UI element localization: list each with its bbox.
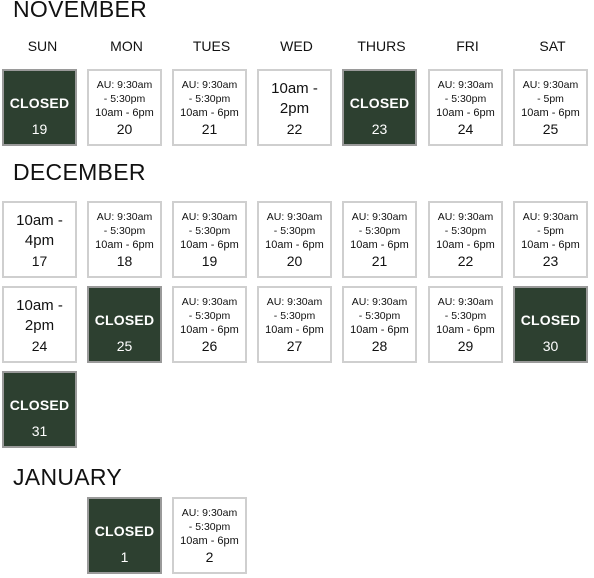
au-hours-line-2: - 5:30pm (273, 309, 316, 322)
store-hours-line: 10am - 6pm (180, 534, 239, 547)
au-hours-line-1: AU: 9:30am (351, 295, 408, 308)
store-hours-line: 10am - 6pm (521, 106, 580, 119)
hours-line-1: 10am - (16, 212, 63, 229)
au-hours-line-2: - 5:30pm (444, 224, 487, 237)
day-cell (172, 286, 247, 363)
au-hours-line-1: AU: 9:30am (181, 295, 238, 308)
day-hours (4, 71, 75, 127)
day-hours (515, 288, 586, 344)
day-cell (257, 286, 332, 363)
store-hours-line: 10am - 6pm (521, 238, 580, 251)
day-number: 24 (457, 121, 474, 137)
au-hours-line-2: - 5pm (537, 92, 564, 105)
au-hours-line-2: - 5:30pm (103, 224, 146, 237)
closed-label: CLOSED (94, 523, 155, 539)
closed-label: CLOSED (94, 312, 155, 328)
day-number: 23 (542, 253, 559, 269)
au-hours-line-2: - 5:30pm (444, 92, 487, 105)
day-hours (259, 71, 330, 127)
au-hours-line-1: AU: 9:30am (437, 210, 494, 223)
au-hours-line-1: AU: 9:30am (437, 295, 494, 308)
day-number: 25 (116, 338, 133, 354)
weekday-header-tues: TUES (192, 38, 231, 54)
day-number: 31 (31, 423, 48, 439)
au-hours-line-1: AU: 9:30am (522, 210, 579, 223)
month-title-january: JANUARY (13, 464, 123, 490)
day-hours (174, 203, 245, 259)
closed-day-cell (342, 69, 417, 146)
day-cell (342, 201, 417, 278)
weekday-header-fri: FRI (456, 38, 479, 54)
day-cell (2, 286, 77, 363)
store-hours-line: 10am - 6pm (350, 323, 409, 336)
au-hours-line-1: AU: 9:30am (181, 506, 238, 519)
au-hours-line-2: - 5:30pm (273, 224, 316, 237)
hours-line-2: 4pm (24, 232, 55, 249)
day-hours (174, 288, 245, 344)
au-hours-line-2: - 5:30pm (444, 309, 487, 322)
day-cell (513, 69, 588, 146)
day-cell (87, 69, 162, 146)
au-hours-line-1: AU: 9:30am (96, 210, 153, 223)
day-hours (515, 203, 586, 259)
day-hours (259, 203, 330, 259)
au-hours-line-2: - 5pm (537, 224, 564, 237)
day-number: 18 (116, 253, 133, 269)
day-number: 30 (542, 338, 559, 354)
closed-day-cell (2, 371, 77, 448)
day-number: 20 (286, 253, 303, 269)
day-hours (259, 288, 330, 344)
store-hours-line: 10am - 6pm (265, 323, 324, 336)
day-cell (257, 201, 332, 278)
day-number: 22 (286, 121, 303, 137)
day-number: 28 (371, 338, 388, 354)
closed-label: CLOSED (9, 397, 70, 413)
day-hours (4, 373, 75, 429)
day-cell (257, 69, 332, 146)
au-hours-line-2: - 5:30pm (103, 92, 146, 105)
au-hours-line-1: AU: 9:30am (351, 210, 408, 223)
store-hours-line: 10am - 6pm (436, 106, 495, 119)
au-hours-line-2: - 5:30pm (358, 309, 401, 322)
closed-day-cell (87, 286, 162, 363)
day-cell (428, 286, 503, 363)
day-hours (4, 288, 75, 344)
store-hours-line: 10am - 6pm (436, 323, 495, 336)
au-hours-line-1: AU: 9:30am (96, 78, 153, 91)
month-title-november: NOVEMBER (13, 0, 148, 22)
day-hours (430, 203, 501, 259)
day-hours (89, 499, 160, 555)
store-hours-line: 10am - 6pm (265, 238, 324, 251)
day-number: 20 (116, 121, 133, 137)
day-number: 24 (31, 338, 48, 354)
weekday-header-thurs: THURS (357, 38, 406, 54)
day-number: 21 (201, 121, 218, 137)
au-hours-line-2: - 5:30pm (188, 520, 231, 533)
au-hours-line-1: AU: 9:30am (266, 295, 323, 308)
day-number: 1 (120, 549, 129, 565)
hours-line-2: 2pm (24, 317, 55, 334)
day-cell (172, 69, 247, 146)
weekday-header-sat: SAT (539, 38, 566, 54)
store-hours-line: 10am - 6pm (95, 238, 154, 251)
day-number: 22 (457, 253, 474, 269)
store-hours-line: 10am - 6pm (350, 238, 409, 251)
au-hours-line-2: - 5:30pm (188, 224, 231, 237)
day-number: 19 (31, 121, 48, 137)
day-cell (2, 201, 77, 278)
weekday-header-wed: WED (280, 38, 313, 54)
day-hours (89, 288, 160, 344)
au-hours-line-1: AU: 9:30am (266, 210, 323, 223)
au-hours-line-2: - 5:30pm (188, 309, 231, 322)
day-hours (430, 288, 501, 344)
day-cell (87, 201, 162, 278)
hours-line-2: 2pm (279, 100, 310, 117)
day-cell (513, 201, 588, 278)
day-number: 29 (457, 338, 474, 354)
au-hours-line-2: - 5:30pm (188, 92, 231, 105)
store-hours-line: 10am - 6pm (95, 106, 154, 119)
weekday-header-mon: MON (110, 38, 143, 54)
day-number: 26 (201, 338, 218, 354)
day-number: 2 (205, 549, 214, 565)
day-cell (172, 497, 247, 574)
store-hours-line: 10am - 6pm (180, 323, 239, 336)
day-cell (172, 201, 247, 278)
day-cell (428, 69, 503, 146)
month-title-december: DECEMBER (13, 159, 146, 185)
day-cell (342, 286, 417, 363)
day-hours (89, 203, 160, 259)
day-number: 21 (371, 253, 388, 269)
day-number: 25 (542, 121, 559, 137)
closed-day-cell (2, 69, 77, 146)
day-hours (344, 71, 415, 127)
au-hours-line-2: - 5:30pm (358, 224, 401, 237)
day-number: 17 (31, 253, 48, 269)
day-hours (89, 71, 160, 127)
weekday-header-sun: SUN (27, 38, 58, 54)
closed-label: CLOSED (9, 95, 70, 111)
store-hours-line: 10am - 6pm (180, 106, 239, 119)
au-hours-line-1: AU: 9:30am (181, 78, 238, 91)
closed-day-cell (87, 497, 162, 574)
day-hours (515, 71, 586, 127)
au-hours-line-1: AU: 9:30am (437, 78, 494, 91)
au-hours-line-1: AU: 9:30am (181, 210, 238, 223)
day-hours (174, 499, 245, 555)
day-number: 23 (371, 121, 388, 137)
hours-line-1: 10am - (16, 297, 63, 314)
day-number: 19 (201, 253, 218, 269)
closed-label: CLOSED (349, 95, 410, 111)
au-hours-line-1: AU: 9:30am (522, 78, 579, 91)
day-cell (428, 201, 503, 278)
day-number: 27 (286, 338, 303, 354)
day-hours (344, 288, 415, 344)
day-hours (4, 203, 75, 259)
closed-day-cell (513, 286, 588, 363)
day-hours (174, 71, 245, 127)
store-hours-line: 10am - 6pm (436, 238, 495, 251)
closed-label: CLOSED (520, 312, 581, 328)
day-hours (430, 71, 501, 127)
hours-line-1: 10am - (271, 80, 318, 97)
store-hours-line: 10am - 6pm (180, 238, 239, 251)
day-hours (344, 203, 415, 259)
